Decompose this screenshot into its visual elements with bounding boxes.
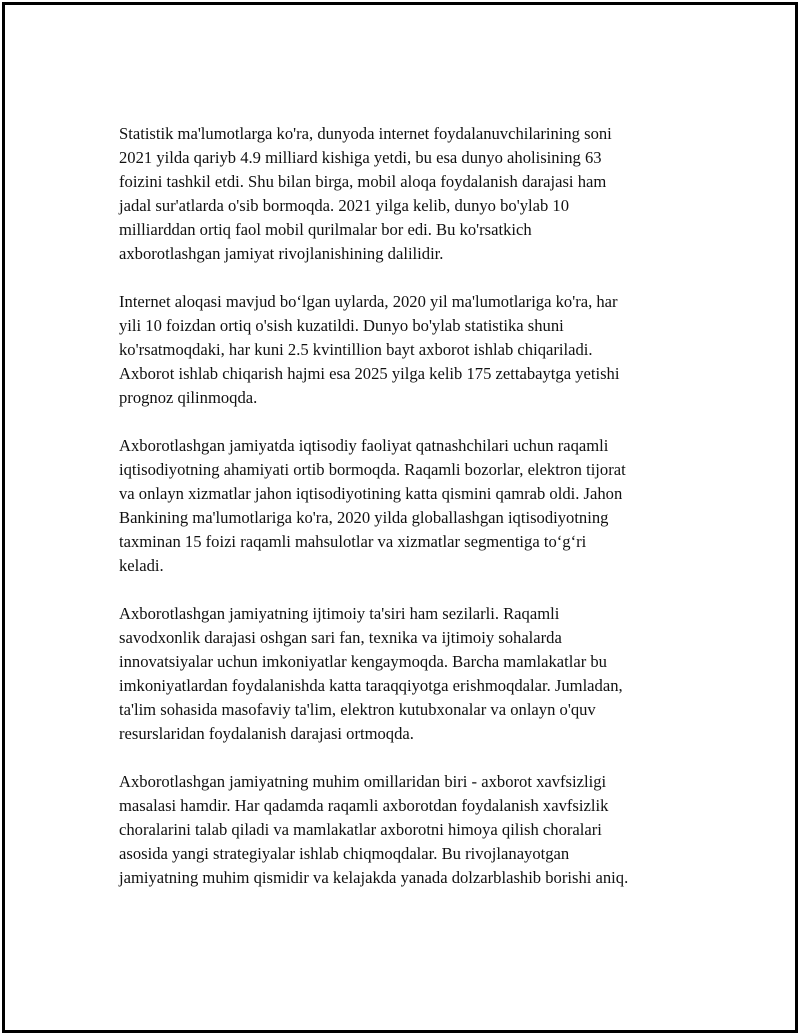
paragraph-internet-users: Statistik ma'lumotlarga ko'ra, dunyoda internet foydalanuvchilarining soni 2021 yilda qariyb 4.9 milliard kishiga yetdi, bu esa dunyo aholisining 63 foizini tashkil etdi. Shu bilan birga, mobil aloqa foydalanish darajasi ham jadal sur'atlarda o'sib bormoqda. 2021 yilga kelib, dunyo bo'ylab 10 milliarddan ortiq faol mobil qurilmalar bor edi. Bu ko'rsatkich axborotlashgan jamiyat rivojlanishining dalilidir. xyxy=(119,124,612,263)
paragraph-social-impact: Axborotlashgan jamiyatning ijtimoiy ta'siri ham sezilarli. Raqamli savodxonlik darajasi oshgan sari fan, texnika va ijtimoiy sohalarda innovatsiyalar uchun imkoniyatlar kengaymoqda. Barcha mamlakatlar bu imkoniyatlardan foydalanishda katta taraqqiyotga erishmoqdalar. Jumladan, ta'lim sohasida masofaviy ta'lim, elektron kutubxonalar va onlayn o'quv resurslaridan foydalanish darajasi ortmoqda. xyxy=(119,604,623,743)
document-body xyxy=(119,122,694,914)
page-frame xyxy=(2,2,798,1033)
paragraph-internet-growth: Internet aloqasi mavjud boʻlgan uylarda, 2020 yil ma'lumotlariga ko'ra, har yili 10 foizdan ortiq o'sish kuzatildi. Dunyo bo'ylab statistika shuni ko'rsatmoqdaki, har kuni 2.5 kvintillion bayt axborot ishlab chiqariladi. Axborot ishlab chiqarish hajmi esa 2025 yilga kelib 175 zettabaytga yetishi prognoz qilinmoqda. xyxy=(119,292,620,407)
paragraph-digital-economy: Axborotlashgan jamiyatda iqtisodiy faoliyat qatnashchilari uchun raqamli iqtisodiyotning ahamiyati ortib bormoqda. Raqamli bozorlar, elektron tijorat va onlayn xizmatlar jahon iqtisodiyotining katta qismini qamrab oldi. Jahon Bankining ma'lumotlariga ko'ra, 2020 yilda globallashgan iqtisodiyotning taxminan 15 foizi raqamli mahsulotlar va xizmatlar segmentiga toʻgʻri keladi. xyxy=(119,436,626,575)
paragraph-information-security: Axborotlashgan jamiyatning muhim omillaridan biri - axborot xavfsizligi masalasi hamdir. Har qadamda raqamli axborotdan foydalanish xavfsizlik choralarini talab qiladi va mamlakatlar axborotni himoya qilish choralari asosida yangi strategiyalar ishlab chiqmoqdalar. Bu rivojlanayotgan jamiyatning muhim qismidir va kelajakda yanada dolzarblashib borishi aniq. xyxy=(119,772,629,887)
